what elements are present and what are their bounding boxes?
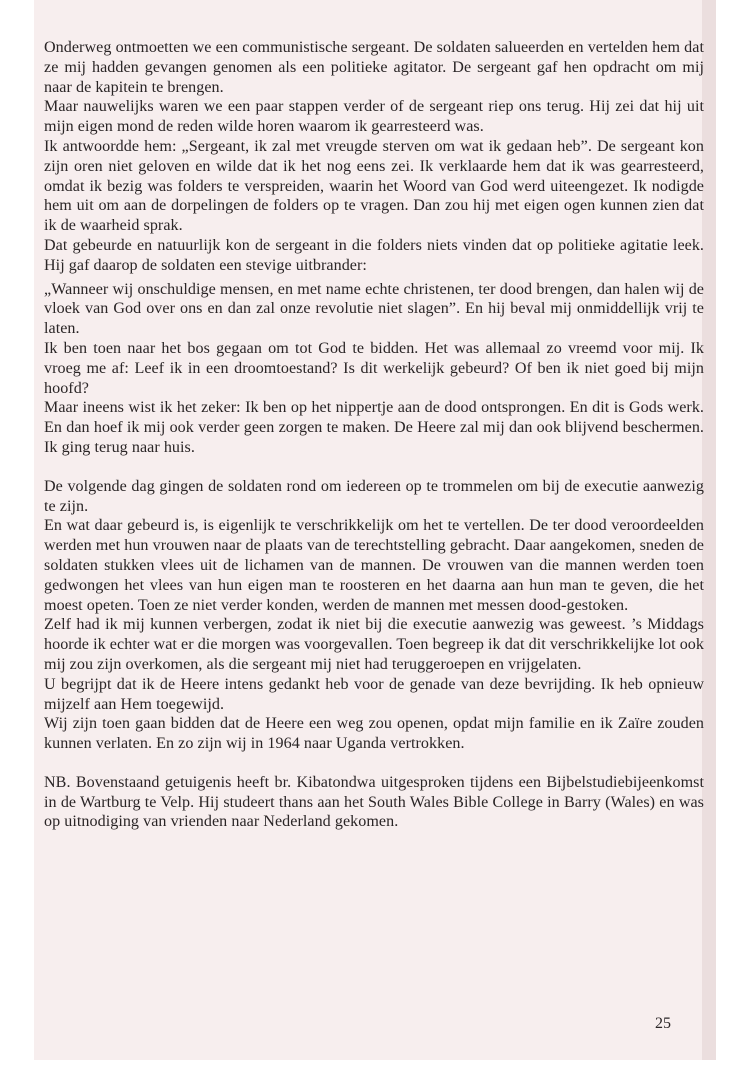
body-text [44,38,704,832]
paragraph-2: Maar nauwelijks waren we een paar stappen verder of de sergeant riep ons terug. Hij zei dat hij uit mijn eigen mond de reden wilde horen waarom ik gearresteerd was. [44,98,704,136]
paragraph-11: U begrijpt dat ik de Heere intens gedankt heb voor de genade van deze bevrijding. Ik heb opnieuw mijzelf aan Hem toegewijd. [44,675,704,713]
paragraph-10: Zelf had ik mij kunnen verbergen, zodat ik niet bij die executie aanwezig was geweest. ’s Middags hoorde ik echter wat er die morgen was voorgevallen. Toen begreep ik dat dit verschrikkelijke lot ook mij zou zijn overkomen, als die sergeant mij niet had teruggeroepen en vrijgelaten. [44,616,704,673]
paragraph-13-note: NB. Bovenstaand getuigenis heeft br. Kibatondwa uitgesproken tijdens een Bijbelstudiebijeenkomst in de Wartburg te Velp. Hij studeert thans aan het South Wales Bible College in Barry (Wales) en was op uitnodiging van vrienden naar Nederland gekomen. [44,773,704,831]
paragraph-3: Ik antwoordde hem: „Sergeant, ik zal met vreugde sterven om wat ik gedaan heb”. De sergeant kon zijn oren niet geloven en wilde dat ik het nog eens zei. Ik verklaarde hem dat ik was gearresteerd, omdat ik bezig was folders te verspreiden, waarin het Woord van God werd uiteengezet. Ik nodigde hem uit om aan de dorpelingen de folders op te vragen. Dan zou hij met eigen ogen kunnen zien dat ik de waarheid sprak. [44,137,704,235]
paragraph-1: Onderweg ontmoetten we een communistische sergeant. De soldaten salueerden en vertelden hem dat ze mij hadden gevangen genomen als een politieke agitator. De sergeant gaf hen opdracht om mij naar de kapitein te brengen. [44,39,704,96]
page-edge-shadow [702,0,716,1060]
paragraph-8: De volgende dag gingen de soldaten rond om iedereen op te trommelen om bij de executie aanwezig te zijn. [44,477,704,515]
paragraph-9: En wat daar gebeurd is, is eigenlijk te verschrikkelijk om het te vertellen. De ter dood veroordeelden werden met hun vrouwen naar de plaats van de terechtstelling gebracht. Daar aangekomen, sneden de soldaten stukken vlees uit de lichamen van de mannen. De vrouwen van die mannen werden toen gedwongen het vlees van hun eigen man te roosteren en het daarna aan hun man te geven, die het moest opeten. Toen ze niet verder konden, werden de mannen met messen dood-gestoken. [44,517,704,614]
paragraph-7: Maar ineens wist ik het zeker: Ik ben op het nippertje aan de dood ontsprongen. En dit is Gods werk. En dan hoef ik mij ook verder geen zorgen te maken. De Heere zal mij dan ook blijvend beschermen. Ik ging terug naar huis. [44,399,704,456]
book-page [34,0,716,1060]
paragraph-5-quote: „Wanneer wij onschuldige mensen, en met name echte christenen, ter dood brengen, dan halen wij de vloek van God over ons en dan zal onze revolutie niet slagen”. En hij beval mij onmiddellijk vrij te laten. [44,280,704,338]
page-number: 25 [655,1015,671,1032]
paragraph-12: Wij zijn toen gaan bidden dat de Heere een weg zou openen, opdat mijn familie en ik Zaïre zouden kunnen verlaten. En zo zijn wij in 1964 naar Uganda vertrokken. [44,715,704,753]
paragraph-6: Ik ben toen naar het bos gegaan om tot God te bidden. Het was allemaal zo vreemd voor mij. Ik vroeg me af: Leef ik in een droomtoestand? Is dit werkelijk gebeurd? Of ben ik niet goed bij mijn hoofd? [44,339,704,397]
paragraph-4: Dat gebeurde en natuurlijk kon de sergeant in die folders niets vinden dat op politieke agitatie leek. Hij gaf daarop de soldaten een stevige uitbrander: [44,236,704,274]
